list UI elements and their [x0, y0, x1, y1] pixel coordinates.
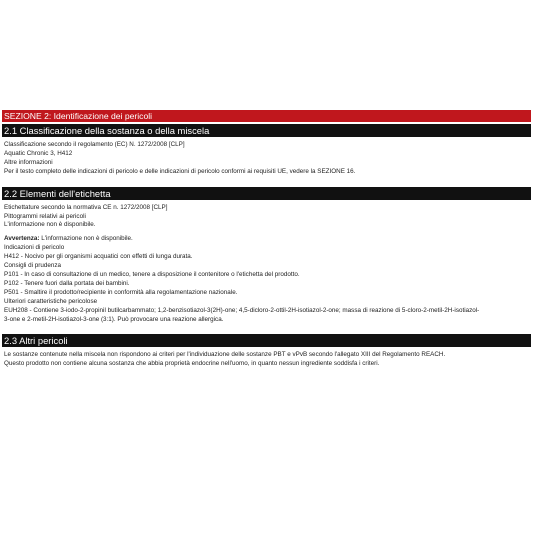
text-line: Ulteriori caratteristiche pericolose	[4, 297, 98, 305]
sds-section-2	[2, 110, 531, 369]
subsection-2-1-title: 2.1 Classificazione della sostanza o della miscela	[2, 124, 531, 137]
text-line: L'informazione non è disponibile.	[4, 221, 96, 229]
text-line: H412 - Nocivo per gli organismi acquatici con effetti di lunga durata.	[4, 253, 193, 261]
text-line: Etichettature secondo la normativa CE n. 1272/2008 [CLP]	[4, 203, 168, 211]
subsection-2-2-body	[2, 200, 531, 325]
text-line: Per il testo completo delle indicazioni di pericolo e delle indicazioni di pericolo conformi ai requisiti UE, vedere la SEZIONE 16.	[4, 167, 356, 175]
subsection-2-3-body	[2, 347, 531, 369]
text-line: Consigli di prudenza	[4, 262, 62, 270]
text-line: Altre informazioni	[4, 158, 53, 166]
text-line: P501 - Smaltire il prodotto/recipiente in conformità alla regolamentazione nazionale.	[4, 288, 238, 296]
warning-line	[4, 235, 531, 244]
subsection-2-3-title: 2.3 Altri pericoli	[2, 334, 531, 347]
text-line: Aquatic Chronic 3, H412	[4, 149, 73, 157]
text-line: 3-one e 2-metil-2H-isotiazol-3-one (3:1). Può provocare una reazione allergica.	[4, 315, 224, 323]
text-line: Classificazione secondo il regolamento (EC) N. 1272/2008 [CLP]	[4, 141, 185, 148]
text-line: P102 - Tenere fuori dalla portata dei bambini.	[4, 279, 130, 287]
subsection-2-1-body	[2, 137, 531, 177]
text-line: Questo prodotto non contiene alcuna sostanza che abbia proprietà endocrine nell'uomo, in quanto nessun ingrediente soddisfa i criteri.	[4, 360, 380, 368]
warning-text: L'informazione non è disponibile.	[39, 235, 133, 243]
text-line: Pittogrammi relativi ai pericoli	[4, 212, 86, 220]
text-line: EUH208 - Contiene 3-iodo-2-propinil butilcarbammato; 1,2-benzisotiazol-3(2H)-one; 4,5-dicloro-2-ottil-2H-isotiazol-2-one; massa di reazione di 5-cloro-2-metil-2H-isotiazol-	[4, 306, 480, 314]
text-line: Le sostanze contenute nella miscela non rispondono ai criteri per l'individuazione delle sostanze PBT e vPvB secondo l'allegato XIII del Regolamento REACH.	[4, 351, 446, 359]
text-line: P101 - In caso di consultazione di un medico, tenere a disposizione il contenitore o l'etichetta del prodotto.	[4, 270, 300, 278]
section-title: SEZIONE 2: Identificazione dei pericoli	[2, 110, 531, 122]
subsection-2-2-title: 2.2 Elementi dell'etichetta	[2, 187, 531, 200]
warning-label: Avvertenza:	[4, 235, 40, 243]
text-line: Indicazioni di pericolo	[4, 244, 65, 252]
